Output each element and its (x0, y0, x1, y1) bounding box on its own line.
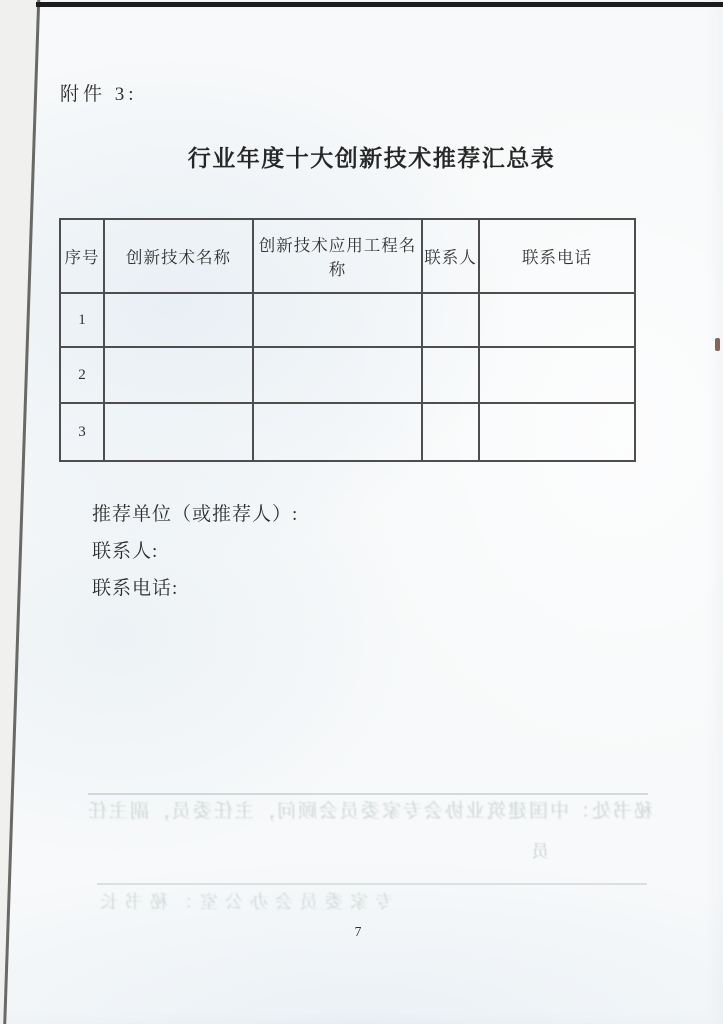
cell-project-name (253, 347, 422, 403)
cell-phone (479, 403, 635, 461)
cell-contact (422, 293, 479, 347)
bleedthrough-char: 员 (532, 842, 549, 861)
cell-tech-name (104, 403, 253, 461)
cell-phone (479, 347, 635, 403)
page-title: 行业年度十大创新技术推荐汇总表 (187, 145, 556, 171)
col-header-project-name: 创新技术应用工程名称 (253, 219, 422, 293)
bleedthrough-rule-1 (88, 793, 648, 795)
col-header-contact: 联系人 (422, 219, 479, 293)
attachment-label: 附件 3: (60, 84, 138, 105)
cell-phone (479, 293, 635, 347)
scan-top-edge (36, 2, 723, 7)
cell-contact (422, 403, 479, 461)
bleedthrough-text-2: 专家委员会办公室：秘书长 (93, 892, 393, 912)
bleedthrough-text-1: 秘书处：中国建筑业协会专家委员会顾问，主任委员，副主任 (86, 801, 654, 822)
cell-project-name (253, 403, 422, 461)
footer-fields (92, 496, 298, 607)
cell-tech-name (104, 347, 253, 403)
row-number: 1 (60, 293, 104, 347)
page-number: 7 (354, 924, 362, 939)
contact-label: 联系人: (92, 541, 159, 562)
row-number: 3 (60, 403, 104, 461)
cell-tech-name (104, 293, 253, 347)
table-row (60, 347, 635, 403)
table-row (60, 403, 635, 461)
recommender-label: 推荐单位（或推荐人）: (92, 504, 299, 525)
scan-fleck (715, 338, 720, 351)
row-number: 2 (60, 347, 104, 403)
table-row (60, 293, 635, 347)
cell-contact (422, 347, 479, 403)
col-header-seq: 序号 (60, 219, 104, 293)
col-header-phone: 联系电话 (479, 219, 635, 293)
phone-label: 联系电话: (92, 578, 179, 599)
cell-project-name (253, 293, 422, 347)
bleedthrough-rule-2 (97, 883, 647, 885)
table-header-row (60, 219, 635, 293)
summary-table (59, 218, 636, 462)
col-header-tech-name: 创新技术名称 (104, 219, 253, 293)
